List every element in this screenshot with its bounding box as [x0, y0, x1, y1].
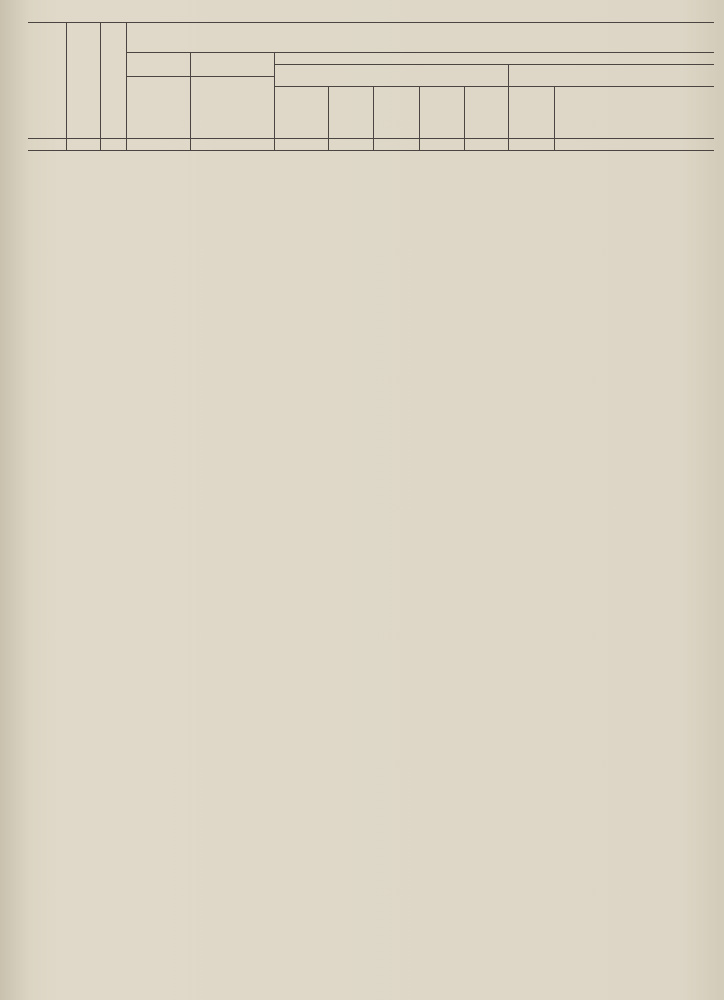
divider [274, 52, 275, 150]
header-line [126, 52, 714, 53]
divider [373, 86, 374, 150]
header-line [28, 150, 714, 151]
divider [328, 86, 329, 150]
divider [126, 22, 127, 150]
header-line [28, 138, 714, 139]
divider [100, 22, 101, 150]
divider [419, 86, 420, 150]
table-header [28, 24, 714, 152]
header-col15 [38, 30, 58, 130]
header-line [126, 76, 274, 77]
header-top-line [28, 22, 714, 23]
header-line [274, 64, 714, 65]
divider [66, 22, 67, 150]
header-line [274, 86, 714, 87]
divider [464, 86, 465, 150]
header-col16 [76, 30, 96, 130]
divider [190, 52, 191, 150]
divider [554, 86, 555, 150]
